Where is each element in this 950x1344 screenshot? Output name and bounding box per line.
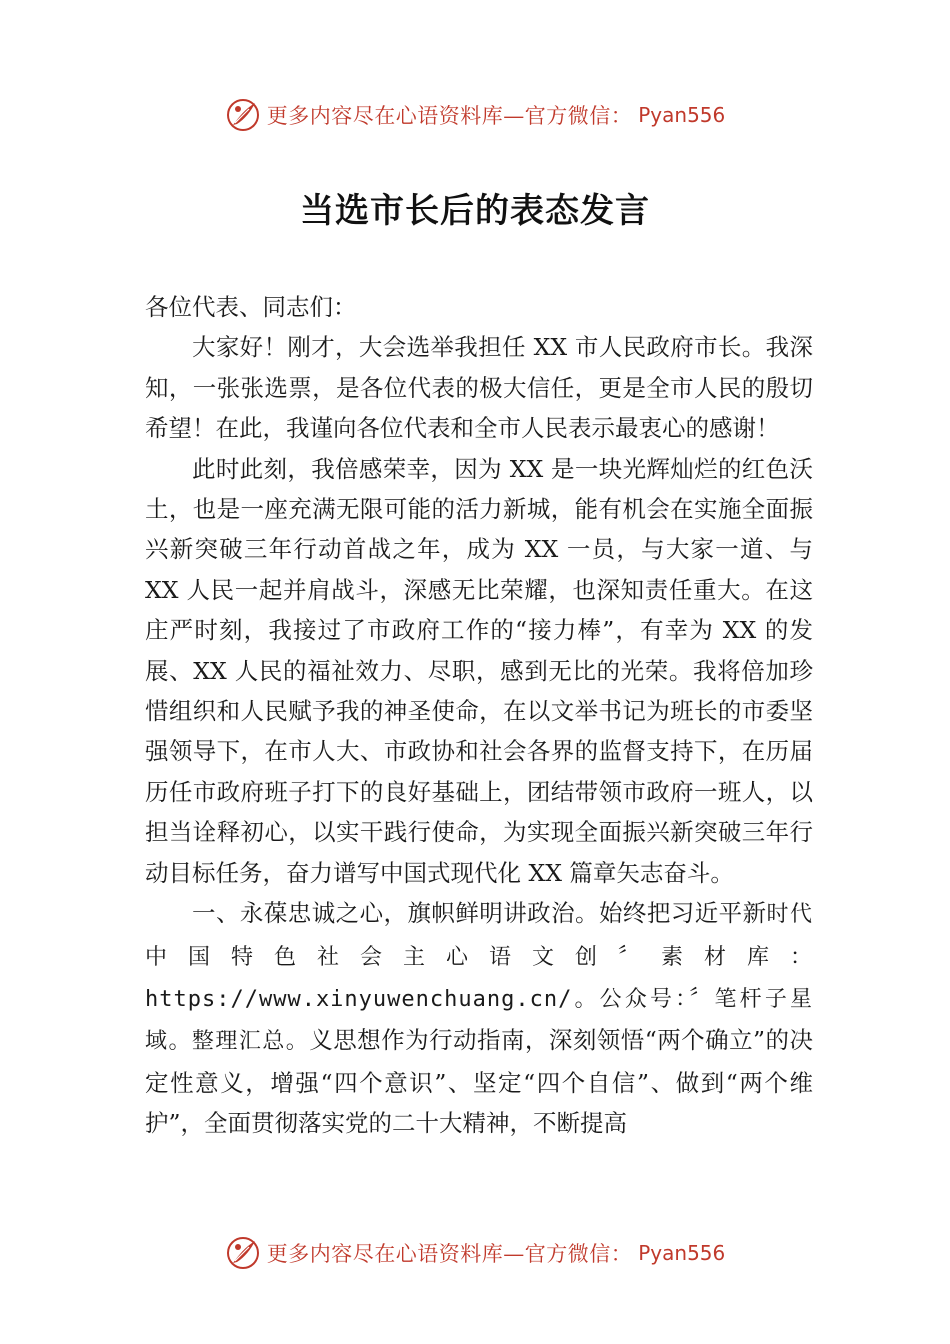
header-banner-text: 更多内容尽在心语资料库—官方微信：	[266, 104, 633, 128]
footer-banner-text: 更多内容尽在心语资料库—官方微信：	[266, 1242, 633, 1266]
salutation: 各位代表、同志们：	[145, 293, 357, 321]
paragraph-2: 此时此刻，我倍感荣幸，因为 XX 是一块光辉灿烂的红色沃土，也是一座充满无限可能的活力新城，能有机会在实施全面振兴新突破三年行动首战之年，成为 XX 一员，与大家一道、与 XX 人民一起并肩战斗，深感无比荣耀，也深知责任重大。在这庄严时刻，我接过了市政府工作的“接力棒”，有幸为 XX 的发展、XX 人民的福祉效力、尽职，感到无比的光荣。我将倍加珍惜组织和人民赋予我的神圣使命，在以文举书记为班长的市委坚强领导下，在市人大、市政协和社会各界的监督支持下，在历届历任市政府班子打下的良好基础上，团结带领市政府一班人，以担当诠释初心，以实干践行使命，为实现全面振兴新突破三年行动目标任务，奋力谱写中国式现代化 XX 篇章矢志奋斗。	[145, 454, 813, 887]
paragraph-1: 大家好！刚才，大会选举我担任 XX 市人民政府市长。我深知，一张张选票，是各位代表的极大信任，更是全市人民的殷切希望！在此，我谨向各位代表和全市人民表示最衷心的感谢！	[145, 333, 813, 443]
watermark-text: 时代中国特色社会主心语文创〞素材库：https://www.xinyuwenchuang.cn/。公众号：〞笔杆子星域。整理汇总。	[145, 902, 813, 1055]
document-title: 当选市长后的表态发言	[300, 191, 650, 231]
section-one-tail: 义思想作为行动指南，深刻领悟“两个确立”的决定性意义，增强“四个意识”、坚定“四个自信”、做到“两个维护”，全面贯彻落实党的二十大精神，不断提高	[145, 1026, 813, 1138]
quill-logo-icon	[225, 97, 261, 133]
document-body	[145, 287, 813, 1144]
footer-banner-wechat: Pyan556	[638, 1241, 726, 1265]
footer-banner	[0, 1231, 950, 1275]
header-banner-wechat: Pyan556	[638, 103, 726, 127]
header-banner	[0, 93, 950, 137]
paragraph-3	[145, 893, 813, 1143]
section-one-head: 一、永葆忠诚之心，旗帜鲜明讲政治。始终把习近平新	[192, 899, 767, 928]
quill-logo-icon	[225, 1235, 261, 1271]
